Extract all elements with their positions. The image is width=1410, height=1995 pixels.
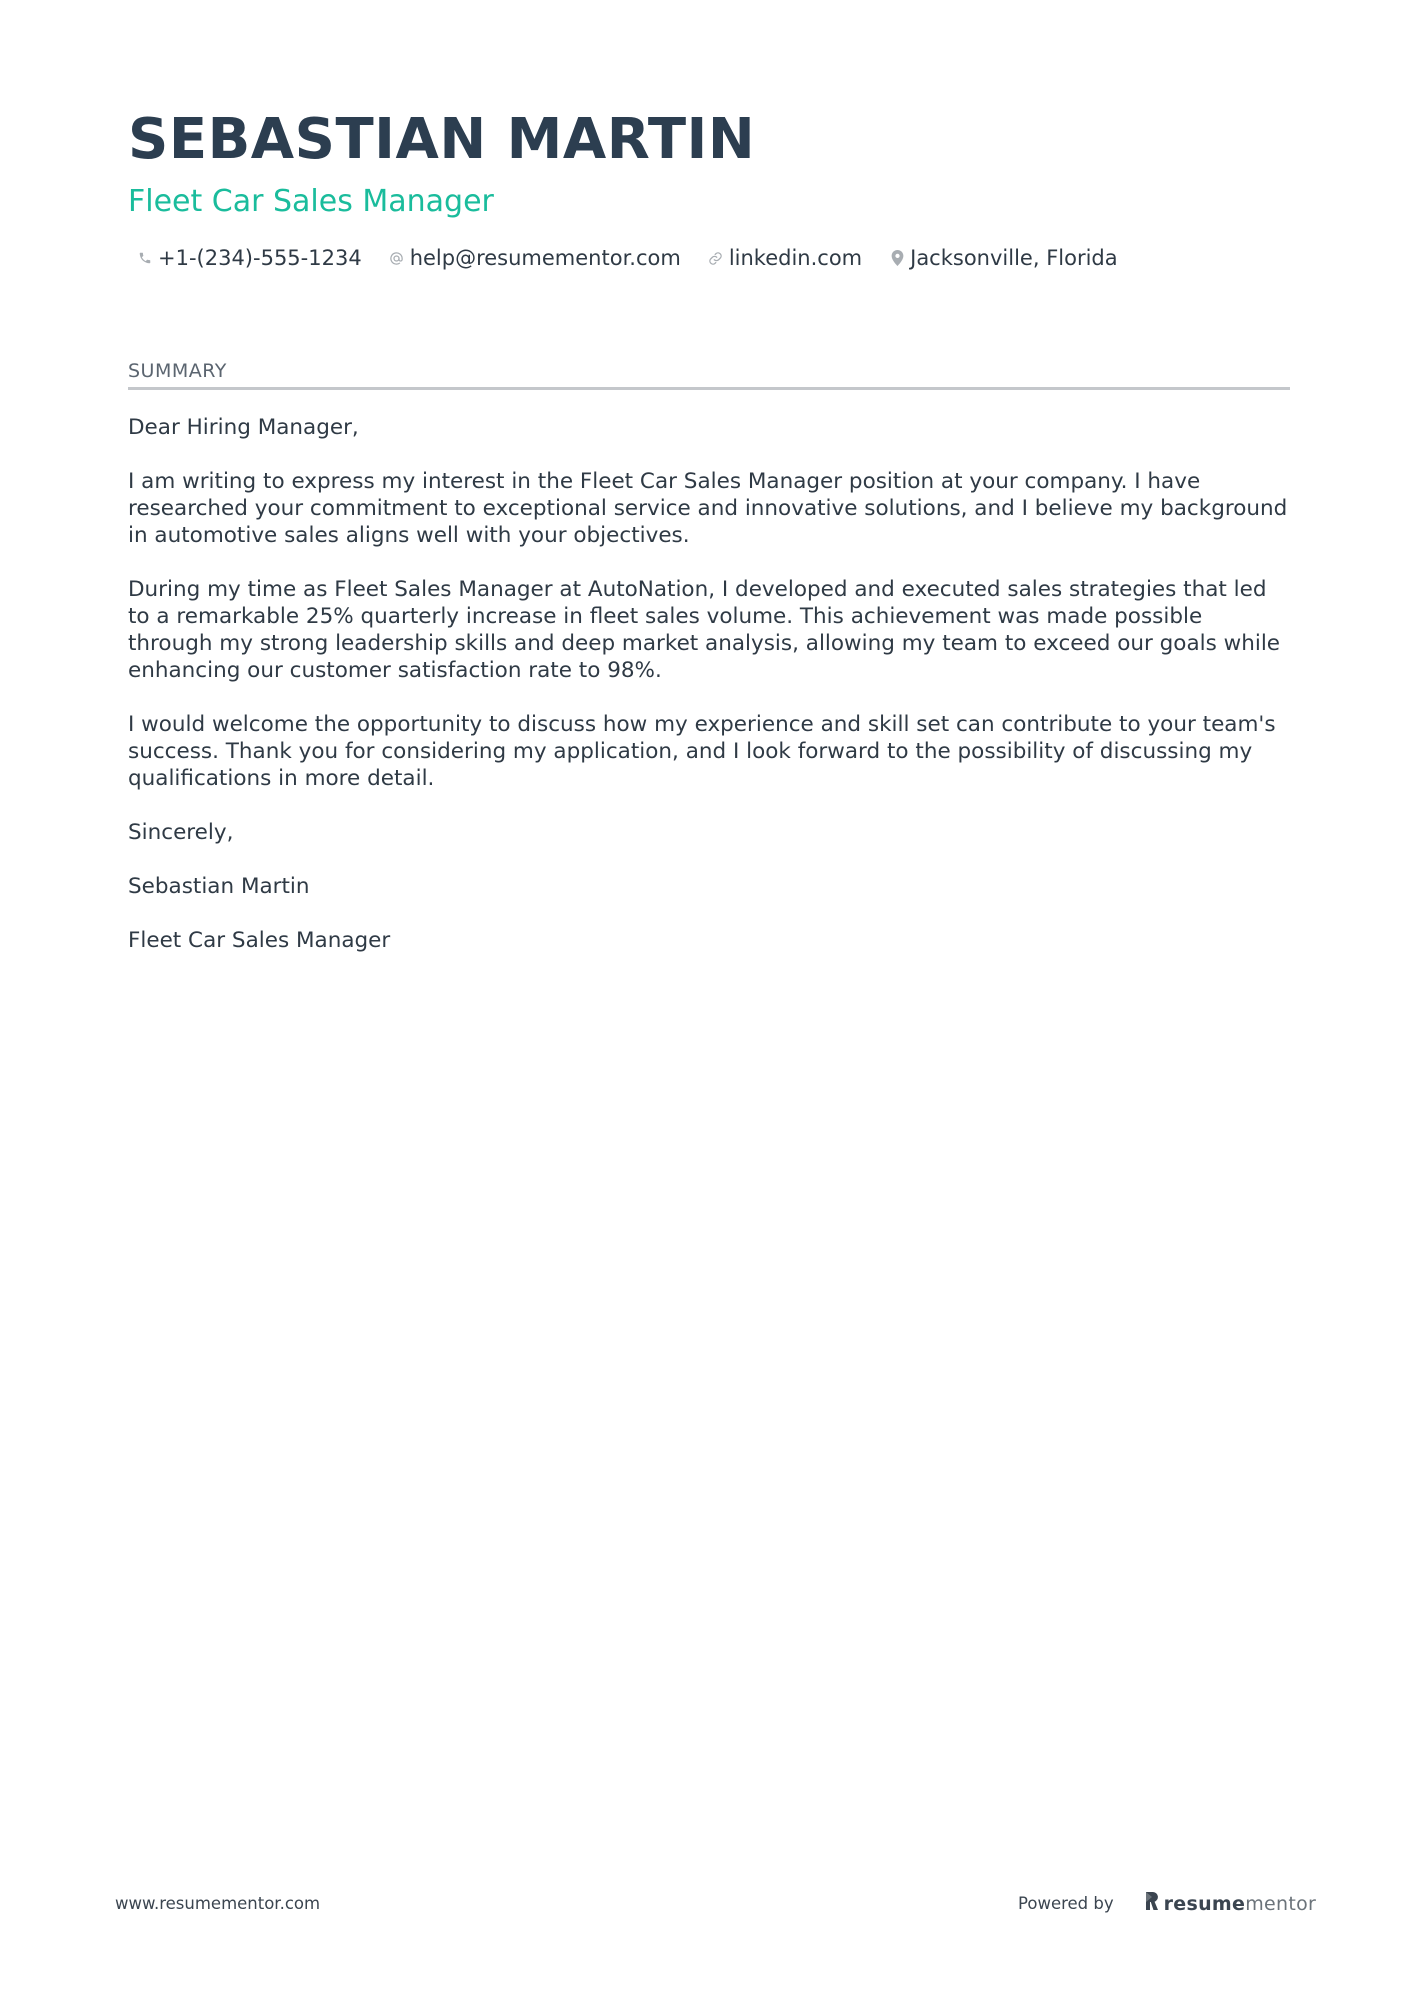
contact-location xyxy=(888,246,1118,270)
contact-phone-text: +1-(234)-555-1234 xyxy=(158,246,362,270)
at-icon xyxy=(388,247,406,269)
letter-closing: Sincerely, xyxy=(128,820,234,845)
letter-paragraph: I am writing to express my interest in the Fleet Car Sales Manager position at your company. I have researched your commitment to exceptional service and innovative solutions, and I believe my background in automotive sales aligns well with your objectives. xyxy=(128,469,1288,548)
letter-paragraph: I would welcome the opportunity to discuss how my experience and skill set can contribute to your team's success. Thank you for considering my application, and I look forward to the possibility of discussing my qualifications in more detail. xyxy=(128,712,1276,791)
brand-name-light: mentor xyxy=(1245,1892,1317,1915)
section-title-summary: SUMMARY xyxy=(128,360,1290,390)
link-icon xyxy=(707,247,725,269)
brand-name-bold: resume xyxy=(1163,1892,1246,1915)
applicant-title: Fleet Car Sales Manager xyxy=(128,184,494,219)
phone-icon xyxy=(136,247,154,269)
contact-linkedin-text: linkedin.com xyxy=(728,246,863,270)
footer-website-link[interactable]: www.resumementor.com xyxy=(115,1894,321,1913)
powered-by-label: Powered by xyxy=(1018,1894,1114,1913)
powered-by xyxy=(1018,1891,1316,1916)
location-pin-icon xyxy=(888,247,906,269)
contact-linkedin[interactable] xyxy=(707,246,862,270)
contact-phone[interactable] xyxy=(136,246,362,270)
letter-greeting: Dear Hiring Manager, xyxy=(128,415,359,440)
applicant-name: SEBASTIAN MARTIN xyxy=(128,107,756,172)
contact-email-text: help@resumementor.com xyxy=(409,246,681,270)
contact-bar xyxy=(136,246,1144,270)
brand-logo[interactable] xyxy=(1144,1891,1317,1916)
resumementor-logo-icon xyxy=(1144,1891,1160,1916)
signature-name: Sebastian Martin xyxy=(128,874,310,899)
letter-paragraph: During my time as Fleet Sales Manager at AutoNation, I developed and executed sales strategies that led to a remarkable 25% quarterly increase in fleet sales volume. This achievement was made possible through my strong leadership skills and deep market analysis, allowing my team to exceed our goals while enhancing our customer satisfaction rate to 98%. xyxy=(128,577,1281,683)
contact-email[interactable] xyxy=(388,246,681,270)
letter-body xyxy=(128,414,1293,981)
contact-location-text: Jacksonville, Florida xyxy=(910,246,1118,270)
signature-title: Fleet Car Sales Manager xyxy=(128,928,391,953)
